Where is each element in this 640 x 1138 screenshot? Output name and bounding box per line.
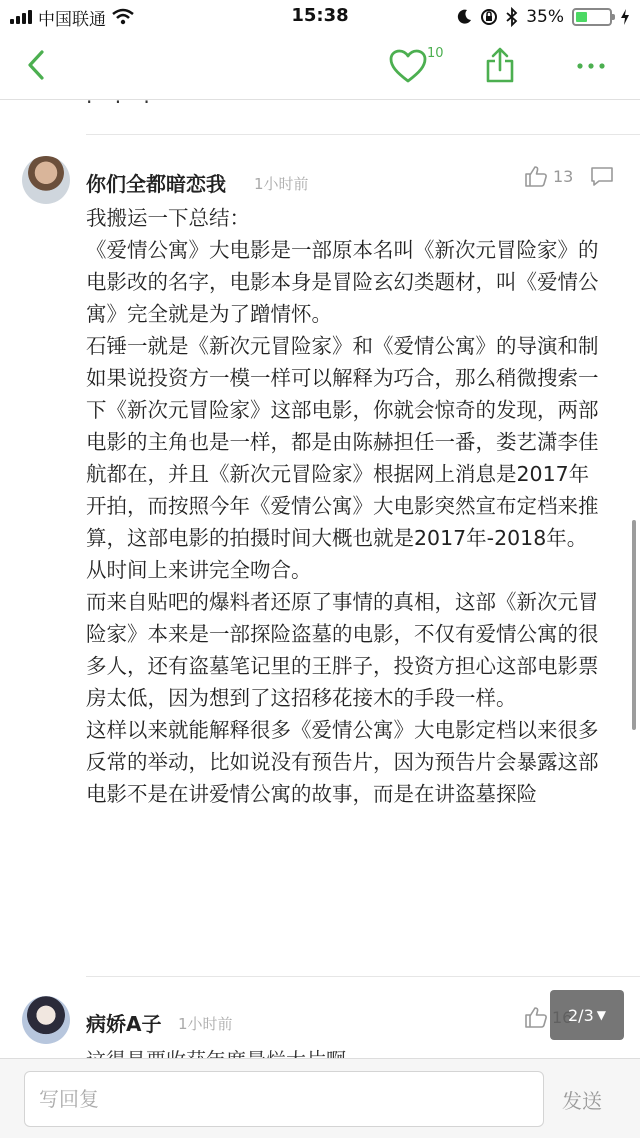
- comment-body: [86, 202, 606, 810]
- reply-input[interactable]: [24, 1071, 544, 1127]
- comment-time: 1小时前: [178, 1015, 233, 1033]
- divider: [86, 134, 640, 135]
- carrier-label: 中国联通: [38, 9, 106, 30]
- rotation-lock-icon: [480, 8, 498, 26]
- charging-icon: [620, 9, 630, 25]
- comment-paragraph: 这样以来就能解释很多《爱情公寓》大电影定档以来很多反常的举动，比如说没有预告片，因为预告片会暴露这部电影不是在讲爱情公寓的故事，而是在讲盗墓探险: [86, 718, 599, 806]
- thumbs-up-icon[interactable]: [524, 164, 548, 188]
- comment-paragraph: 《爱情公寓》大电影是一部原本名叫《新次元冒险家》的电影改的名字，电影本身是冒险玄幻类题材，叫《爱情公寓》完全就是为了蹭情怀。: [86, 238, 599, 326]
- avatar[interactable]: [22, 996, 70, 1044]
- status-bar: [0, 0, 640, 34]
- avatar[interactable]: [22, 156, 70, 204]
- comment-preview: [86, 1046, 346, 1058]
- thumbs-up-icon[interactable]: [524, 1005, 548, 1029]
- previous-comment-tail: · · ·: [86, 90, 158, 114]
- comment-time: 1小时前: [254, 175, 309, 193]
- status-time: 15:38: [291, 5, 349, 26]
- battery-fill: [576, 12, 587, 22]
- like-count: 10: [427, 46, 444, 61]
- back-icon[interactable]: [22, 48, 52, 82]
- chevron-down-icon: ▼: [596, 1008, 606, 1022]
- comment-username[interactable]: 你们全都暗恋我: [86, 172, 226, 196]
- share-icon[interactable]: [484, 46, 516, 84]
- divider: [86, 976, 640, 977]
- reply-bar: [0, 1058, 640, 1138]
- status-right: [456, 6, 630, 28]
- comment-paragraph: 石锤一就是《新次元冒险家》和《爱情公寓》的导演和制如果说投资方一模一样可以解释为巧合，那么稍微搜索一下《新次元冒险家》这部电影，你就会惊奇的发现，两部电影的主角也是一样，都是由陈赫担任一番，娄艺潇李佳航都在，并且《新次元冒险家》根据网上消息是2017年开拍，而按照今年《爱情公寓》大电影突然宣布定档来推算，这部电影的拍摄时间大概也就是2017年-2018年。从时间上来讲完全吻合。: [86, 334, 599, 582]
- comment-like-count: 13: [553, 167, 574, 186]
- send-button[interactable]: 发送: [562, 1089, 602, 1113]
- scrollbar[interactable]: [632, 520, 636, 730]
- comment-paragraph: 我搬运一下总结：: [86, 206, 250, 230]
- page-indicator-button[interactable]: [550, 990, 624, 1040]
- comment-paragraph: 而来自贴吧的爆料者还原了事情的真相，这部《新次元冒险家》本来是一部探险盗墓的电影，不仅有爱情公寓的很多人，还有盗墓笔记里的王胖子，投资方担心这部电影票房太低，因为想到了这招移花接木的手段一样。: [86, 590, 599, 710]
- battery-percent: 35%: [526, 7, 564, 27]
- comment-username[interactable]: 病娇A子: [86, 1012, 162, 1036]
- moon-icon: [456, 9, 472, 25]
- heart-icon[interactable]: [388, 48, 428, 84]
- more-icon[interactable]: [576, 56, 606, 76]
- bluetooth-icon: [506, 8, 518, 26]
- page-indicator-label: 2/3: [568, 1005, 594, 1025]
- battery-icon: [572, 8, 612, 26]
- reply-icon[interactable]: [589, 165, 615, 187]
